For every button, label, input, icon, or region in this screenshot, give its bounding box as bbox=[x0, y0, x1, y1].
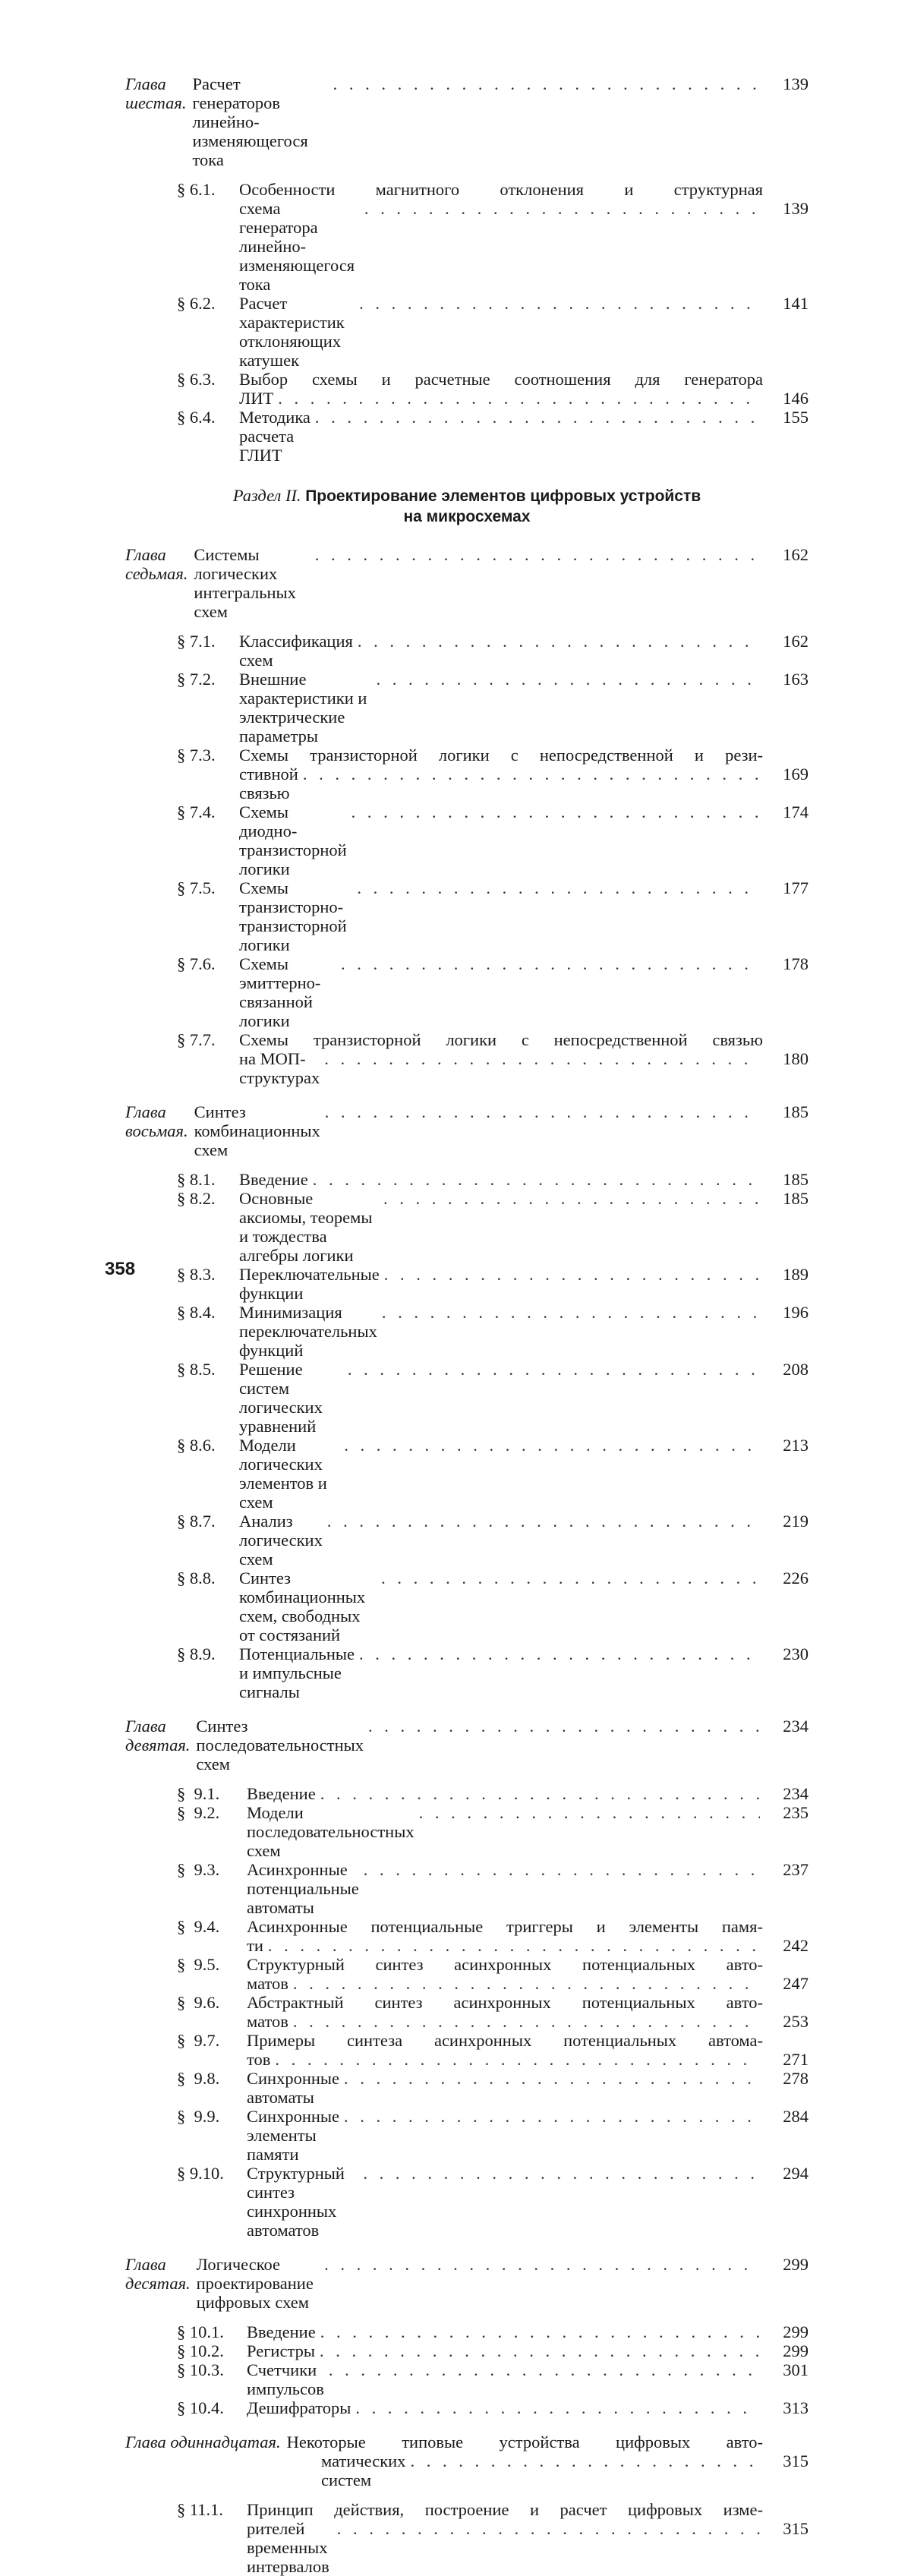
section-number: § 10.4. bbox=[177, 2398, 224, 2417]
toc-section-10-3[interactable] bbox=[125, 2360, 809, 2398]
page-ref: 313 bbox=[783, 2398, 809, 2417]
section-title-line: Схемы транзисторной логики с непосредственной и рези- bbox=[239, 746, 763, 765]
page-ref: 301 bbox=[783, 2360, 809, 2379]
chapter-kicker: Глава девятая. bbox=[125, 1717, 191, 1755]
dot-leader bbox=[358, 632, 760, 651]
section-number: § 9.9. bbox=[177, 2107, 220, 2126]
toc-section-9-9[interactable] bbox=[125, 2107, 809, 2164]
dot-leader bbox=[278, 389, 760, 408]
page-ref: 196 bbox=[783, 1303, 809, 1322]
page-ref: 271 bbox=[783, 2050, 809, 2069]
dot-leader bbox=[324, 2255, 760, 2274]
toc-section-9-6[interactable] bbox=[125, 1993, 809, 2031]
chapter-title: Системы логических интегральных схем bbox=[194, 545, 296, 621]
section-title: Основные аксиомы, теоремы и тождества алгебры логики bbox=[239, 1189, 373, 1265]
dot-leader bbox=[329, 2360, 760, 2379]
dot-leader bbox=[327, 1512, 760, 1531]
dot-leader bbox=[313, 1170, 760, 1189]
section-title: Переключательные функции bbox=[239, 1265, 380, 1303]
section-title-line: на МОП-структурах bbox=[239, 1049, 320, 1087]
page-ref: 163 bbox=[783, 670, 809, 689]
section-title-line: Схемы транзисторной логики с непосредственной связью bbox=[239, 1030, 763, 1049]
dot-leader bbox=[359, 294, 760, 313]
dot-leader bbox=[341, 954, 760, 973]
page-ref: 219 bbox=[783, 1512, 809, 1531]
page-ref: 185 bbox=[783, 1170, 809, 1189]
section-title: Синхронные автоматы bbox=[247, 2069, 340, 2107]
toc-section-10-2[interactable] bbox=[125, 2341, 809, 2360]
section-number: § 7.1. bbox=[177, 632, 216, 651]
page-ref: 242 bbox=[783, 1936, 809, 1955]
toc-section-6-2[interactable] bbox=[125, 294, 809, 370]
section-number: § 9.4. bbox=[177, 1917, 220, 1936]
page-number: 358 bbox=[105, 1259, 136, 1279]
section-number: § 6.1. bbox=[177, 180, 216, 199]
chapter-kicker: Глава седьмая. bbox=[125, 545, 188, 583]
toc-section-7-6[interactable] bbox=[125, 954, 809, 1030]
page-ref: 162 bbox=[783, 632, 809, 651]
section-title: Введение bbox=[239, 1170, 308, 1189]
page-ref: 253 bbox=[783, 2012, 809, 2031]
dot-leader bbox=[337, 2519, 760, 2538]
section-title: Схемы транзисторно-транзисторной логики bbox=[239, 878, 347, 954]
section-title: Синхронные элементы памяти bbox=[247, 2107, 340, 2164]
page-ref: 177 bbox=[783, 878, 809, 897]
chapter-title-line: матических систем bbox=[321, 2451, 406, 2489]
dot-leader bbox=[382, 1303, 760, 1322]
toc-section-7-2[interactable] bbox=[125, 670, 809, 746]
dot-leader bbox=[383, 1189, 760, 1208]
toc-section-8-8[interactable] bbox=[125, 1569, 809, 1644]
toc-section-8-1[interactable] bbox=[125, 1170, 809, 1189]
dot-leader bbox=[410, 2451, 760, 2470]
chapter-title: Расчет генераторов линейно-изменяющегося тока bbox=[192, 74, 308, 169]
section-title-line: стивной связью bbox=[239, 765, 298, 802]
dot-leader bbox=[315, 408, 760, 427]
dot-leader bbox=[320, 2322, 760, 2341]
toc-section-8-4[interactable] bbox=[125, 1303, 809, 1360]
section-number: § 10.3. bbox=[177, 2360, 224, 2379]
page-ref: 185 bbox=[783, 1189, 809, 1208]
section-number: § 11.1. bbox=[177, 2500, 224, 2519]
section-number: § 10.1. bbox=[177, 2322, 224, 2341]
dot-leader bbox=[348, 1360, 760, 1379]
section-title-line: ти bbox=[247, 1936, 263, 1955]
dot-leader bbox=[344, 1436, 760, 1455]
toc-section-6-1[interactable] bbox=[125, 180, 809, 294]
page-ref: 234 bbox=[783, 1784, 809, 1803]
section-title: Схемы диодно-транзисторной логики bbox=[239, 802, 347, 878]
section-title-line: Абстрактный синтез асинхронных потенциальных авто- bbox=[247, 1993, 763, 2012]
toc-section-9-1[interactable] bbox=[125, 1784, 809, 1803]
page-ref: 226 bbox=[783, 1569, 809, 1588]
chapter-title: Логическое проектирование цифровых схем bbox=[196, 2255, 314, 2312]
section-number: § 6.3. bbox=[177, 370, 216, 389]
section-title: Дешифраторы bbox=[247, 2398, 351, 2417]
section-title-line: ЛИТ bbox=[239, 389, 274, 408]
section-number: § 8.3. bbox=[177, 1265, 216, 1284]
section-number: § 9.8. bbox=[177, 2069, 220, 2088]
toc-section-7-3[interactable] bbox=[125, 746, 809, 802]
section-title-line: Особенности магнитного отклонения и структурная bbox=[239, 180, 763, 199]
dot-leader bbox=[293, 2012, 760, 2031]
page-ref: 247 bbox=[783, 1974, 809, 1993]
section-title: Введение bbox=[247, 1784, 316, 1803]
chapter-title-line: Некоторые типовые устройства цифровых авто- bbox=[286, 2433, 763, 2451]
section-number: § 8.6. bbox=[177, 1436, 216, 1455]
section-title: Асинхронные потенциальные автоматы bbox=[247, 1860, 359, 1917]
section-number: § 7.2. bbox=[177, 670, 216, 689]
page-ref: 230 bbox=[783, 1644, 809, 1663]
page-ref: 299 bbox=[783, 2322, 809, 2341]
section-number: § 9.6. bbox=[177, 1993, 220, 2012]
dot-leader bbox=[363, 2164, 760, 2183]
section-title-line: рителей временных интервалов bbox=[247, 2519, 329, 2576]
section-title-line: Выбор схемы и расчетные соотношения для генератора bbox=[239, 370, 763, 389]
toc-section-6-3[interactable] bbox=[125, 370, 809, 408]
dot-leader bbox=[419, 1803, 760, 1822]
part-title-line: на микросхемах bbox=[403, 508, 531, 525]
page-ref: 180 bbox=[783, 1049, 809, 1068]
page-ref: 169 bbox=[783, 765, 809, 784]
toc-section-11-1[interactable] bbox=[125, 2500, 809, 2576]
toc-section-8-5[interactable] bbox=[125, 1360, 809, 1436]
toc-section-8-9[interactable] bbox=[125, 1644, 809, 1701]
page-ref: 315 bbox=[783, 2519, 809, 2538]
toc-chapter-9[interactable] bbox=[125, 1717, 809, 1774]
section-number: § 9.5. bbox=[177, 1955, 220, 1974]
page-ref: 155 bbox=[783, 408, 809, 427]
dot-leader bbox=[303, 765, 760, 784]
dot-leader bbox=[315, 545, 760, 564]
dot-leader bbox=[325, 1102, 760, 1121]
section-title: Счетчики импульсов bbox=[247, 2360, 324, 2398]
page-ref: 234 bbox=[783, 1717, 809, 1736]
section-number: § 7.5. bbox=[177, 878, 216, 897]
section-number: § 8.9. bbox=[177, 1644, 216, 1663]
page-ref: 237 bbox=[783, 1860, 809, 1879]
toc-section-10-1[interactable] bbox=[125, 2322, 809, 2341]
dot-leader bbox=[268, 1936, 760, 1955]
section-title: Минимизация переключательных функций bbox=[239, 1303, 377, 1360]
dot-leader bbox=[320, 2341, 760, 2360]
section-title: Модели последовательностных схем bbox=[247, 1803, 415, 1860]
dot-leader bbox=[333, 74, 760, 93]
section-title: Методика расчета ГЛИТ bbox=[239, 408, 310, 465]
page-ref: 185 bbox=[783, 1102, 809, 1121]
section-number: § 8.4. bbox=[177, 1303, 216, 1322]
section-title-line: схема генератора линейно-изменяющегося тока bbox=[239, 199, 355, 294]
toc-chapter-8[interactable] bbox=[125, 1102, 809, 1159]
toc-section-9-8[interactable] bbox=[125, 2069, 809, 2107]
section-title: Анализ логических схем bbox=[239, 1512, 323, 1569]
section-number: § 9.3. bbox=[177, 1860, 220, 1879]
section-number: § 8.5. bbox=[177, 1360, 216, 1379]
section-number: § 7.7. bbox=[177, 1030, 216, 1049]
section-number: § 8.7. bbox=[177, 1512, 216, 1531]
toc-section-8-2[interactable] bbox=[125, 1189, 809, 1265]
dot-leader bbox=[344, 2069, 760, 2088]
toc-section-9-3[interactable] bbox=[125, 1860, 809, 1917]
section-title-line: матов bbox=[247, 2012, 288, 2031]
page-ref: 174 bbox=[783, 802, 809, 821]
section-title: Расчет характеристик отклоняющих катушек bbox=[239, 294, 345, 370]
section-number: § 8.2. bbox=[177, 1189, 216, 1208]
section-number: § 7.3. bbox=[177, 746, 216, 765]
toc-section-8-3[interactable] bbox=[125, 1265, 809, 1303]
chapter-kicker: Глава одиннадцатая. bbox=[125, 2433, 281, 2451]
dot-leader bbox=[275, 2050, 760, 2069]
toc-section-8-6[interactable] bbox=[125, 1436, 809, 1512]
page-ref: 235 bbox=[783, 1803, 809, 1822]
dot-leader bbox=[359, 1644, 760, 1663]
section-number: § 6.2. bbox=[177, 294, 216, 313]
dot-leader bbox=[381, 1569, 760, 1588]
page-ref: 141 bbox=[783, 294, 809, 313]
page-ref: 208 bbox=[783, 1360, 809, 1379]
section-number: § 6.4. bbox=[177, 408, 216, 427]
toc-section-6-4[interactable] bbox=[125, 408, 809, 465]
toc-chapter-11[interactable] bbox=[125, 2433, 809, 2489]
chapter-kicker: Глава восьмая. bbox=[125, 1102, 188, 1140]
page-ref: 284 bbox=[783, 2107, 809, 2126]
chapter-title: Синтез комбинационных схем bbox=[194, 1102, 320, 1159]
page-ref: 213 bbox=[783, 1436, 809, 1455]
section-title: Синтез комбинационных схем, свободных от состязаний bbox=[239, 1569, 366, 1644]
dot-leader bbox=[364, 199, 760, 218]
dot-leader bbox=[351, 802, 760, 821]
section-number: § 8.8. bbox=[177, 1569, 216, 1588]
section-number: § 7.6. bbox=[177, 954, 216, 973]
chapter-kicker: Глава десятая. bbox=[125, 2255, 191, 2293]
section-title: Модели логических элементов и схем bbox=[239, 1436, 327, 1512]
toc-chapter-7[interactable] bbox=[125, 545, 809, 621]
section-title: Регистры bbox=[247, 2341, 315, 2360]
section-title-line: тов bbox=[247, 2050, 271, 2069]
section-title-line: Структурный синтез асинхронных потенциальных авто- bbox=[247, 1955, 763, 1974]
toc-section-7-4[interactable] bbox=[125, 802, 809, 878]
section-number: § 7.4. bbox=[177, 802, 216, 821]
toc-section-7-7[interactable] bbox=[125, 1030, 809, 1087]
section-title: Классификация схем bbox=[239, 632, 353, 670]
section-number: § 9.7. bbox=[177, 2031, 220, 2050]
section-title-line: матов bbox=[247, 1974, 288, 1993]
section-title: Введение bbox=[247, 2322, 316, 2341]
toc-section-7-1[interactable] bbox=[125, 632, 809, 670]
page-ref: 294 bbox=[783, 2164, 809, 2183]
table-of-contents bbox=[125, 74, 809, 2576]
section-title: Потенциальные и импульсные сигналы bbox=[239, 1644, 355, 1701]
section-title: Схемы эмиттерно-связанной логики bbox=[239, 954, 321, 1030]
toc-section-7-5[interactable] bbox=[125, 878, 809, 954]
toc-section-8-7[interactable] bbox=[125, 1512, 809, 1569]
section-title-line: Принцип действия, построение и расчет цифровых изме- bbox=[247, 2500, 763, 2519]
toc-chapter-6[interactable] bbox=[125, 74, 809, 169]
dot-leader bbox=[384, 1265, 760, 1284]
toc-section-9-2[interactable] bbox=[125, 1803, 809, 1860]
page-ref: 139 bbox=[783, 199, 809, 218]
page-ref: 139 bbox=[783, 74, 809, 93]
toc-section-10-4[interactable] bbox=[125, 2398, 809, 2417]
section-number: § 9.2. bbox=[177, 1803, 220, 1822]
section-title: Структурный синтез синхронных автоматов bbox=[247, 2164, 345, 2240]
dot-leader bbox=[320, 1784, 760, 1803]
section-number: § 8.1. bbox=[177, 1170, 216, 1189]
toc-section-9-4[interactable] bbox=[125, 1917, 809, 1955]
section-title-line: Асинхронные потенциальные триггеры и элементы памя- bbox=[247, 1917, 763, 1936]
toc-section-9-7[interactable] bbox=[125, 2031, 809, 2069]
section-number: § 10.2. bbox=[177, 2341, 224, 2360]
page-ref: 162 bbox=[783, 545, 809, 564]
section-number: § 9.1. bbox=[177, 1784, 220, 1803]
dot-leader bbox=[355, 2398, 760, 2417]
dot-leader bbox=[344, 2107, 760, 2126]
page-ref: 299 bbox=[783, 2255, 809, 2274]
dot-leader bbox=[368, 1717, 760, 1736]
page-ref: 146 bbox=[783, 389, 809, 408]
section-title: Решение систем логических уравнений bbox=[239, 1360, 323, 1436]
dot-leader bbox=[293, 1974, 760, 1993]
dot-leader bbox=[376, 670, 760, 689]
toc-chapter-10[interactable] bbox=[125, 2255, 809, 2312]
toc-section-9-5[interactable] bbox=[125, 1955, 809, 1993]
section-title-line: Примеры синтеза асинхронных потенциальных автома- bbox=[247, 2031, 763, 2050]
chapter-title: Синтез последовательностных схем bbox=[196, 1717, 364, 1774]
page-ref: 178 bbox=[783, 954, 809, 973]
page-ref: 299 bbox=[783, 2341, 809, 2360]
dot-leader bbox=[364, 1860, 760, 1879]
section-number: § 9.10. bbox=[177, 2164, 224, 2183]
dot-leader bbox=[357, 878, 760, 897]
chapter-kicker: Глава шестая. bbox=[125, 74, 187, 112]
page-ref: 278 bbox=[783, 2069, 809, 2088]
section-title: Внешние характеристики и электрические параметры bbox=[239, 670, 367, 746]
part-kicker: Раздел II. bbox=[232, 486, 301, 505]
part-title-line: Проектирование элементов цифровых устройств bbox=[305, 487, 701, 505]
toc-section-9-10[interactable] bbox=[125, 2164, 809, 2240]
page-ref: 315 bbox=[783, 2451, 809, 2470]
dot-leader bbox=[324, 1049, 760, 1068]
part-heading bbox=[125, 486, 809, 527]
page-ref: 189 bbox=[783, 1265, 809, 1284]
